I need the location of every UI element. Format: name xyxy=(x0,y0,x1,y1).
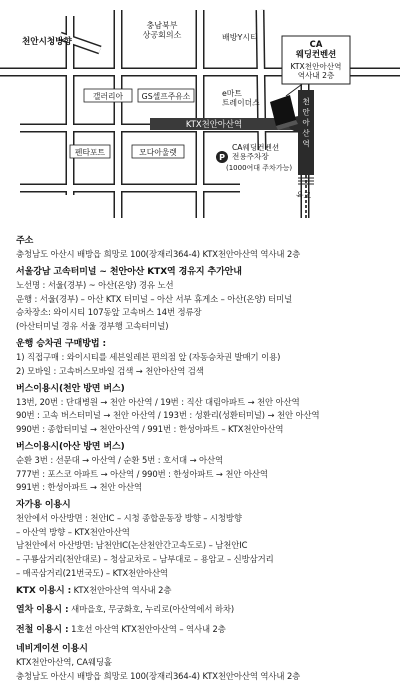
address-heading: 주소 xyxy=(16,236,34,246)
bus-terminal-line: 승차장소: 와이시티 107동앞 고속버스 14번 정류장 xyxy=(16,307,202,318)
map-label-chamber: 충남북부 상공회의소 xyxy=(142,21,182,40)
map-label-baemang: 배방Y시티 xyxy=(222,33,258,42)
directions-info xyxy=(16,234,388,687)
car-line: 남천안에서 아산방면: 남천안IC(논산천안간고속도로) – 남천안IC xyxy=(16,540,248,551)
map-label-parking: CA웨딩컨벤션 전용주차장 xyxy=(232,143,280,162)
car-line: – 구룡삼거리(천안대로) – 청삼교차로 – 남부대로 – 용암교 – 신방삼거리 xyxy=(16,554,274,564)
bus-terminal-line: (아산터미널 경유 서울 경부행 고속터미널) xyxy=(16,320,169,331)
car-heading: 자가용 이용시 xyxy=(16,500,71,511)
ktx-text: KTX천안아산역 역사내 2층 xyxy=(73,584,172,595)
bus-asan-section xyxy=(16,440,388,495)
ticket-section xyxy=(16,337,388,378)
address-section xyxy=(16,234,388,262)
subway-label: 전철 이용시 : xyxy=(16,624,69,635)
ktx-row xyxy=(16,584,388,599)
navi-section xyxy=(16,642,388,683)
bus-asan-line: 991번 : 한성아파트 → 천안 아산역 xyxy=(16,482,143,493)
ktx-label: KTX 이용시 : xyxy=(16,585,72,596)
map-label-station: KTX천안아산역 xyxy=(185,119,243,129)
bus-cheonan-line: 13번, 20번 : 단대병원 → 천안 아산역 / 19번 : 직산 대림아파트 → 천안 아산역 xyxy=(16,396,300,407)
bus-cheonan-heading: 버스이용시(천안 방면 버스) xyxy=(16,383,125,394)
parking-symbol: P xyxy=(219,153,225,162)
bus-terminal-section xyxy=(16,265,388,333)
train-row xyxy=(16,603,388,618)
bus-terminal-heading: 서울강남 고속터미널 ~ 천안아산 KTX역 경유지 추가안내 xyxy=(16,267,242,278)
map-label-penta: 펜타포트 xyxy=(74,148,106,157)
map-label-center-title: CA 웨딩컨벤션 xyxy=(295,39,337,60)
map-label-emart: e마트 트레이더스 xyxy=(222,89,260,108)
train-label: 열차 이용시 : xyxy=(16,605,69,616)
address-line: 충청남도 아산시 배방읍 희망로 100(장재리364-4) KTX천안아산역 역사내 2층 xyxy=(16,249,301,259)
navi-line: KTX천안아산역, CA웨딩홀 xyxy=(16,657,112,668)
car-section xyxy=(16,498,388,580)
map-label-yukgyo: 육교 xyxy=(296,191,312,200)
bus-asan-line: 순환 3번 : 선문대 → 아산역 / 순환 5번 : 호서대 → 아산역 xyxy=(16,454,224,465)
parking-icon xyxy=(216,151,228,163)
ticket-line: 2) 모바일 : 고속버스모바일 검색 → 천안아산역 검색 xyxy=(16,365,204,376)
bus-cheonan-section xyxy=(16,382,388,437)
map-label-gs: GS셀프주유소 xyxy=(141,92,191,101)
map-label-parking-note: (1000여대 주차가능) xyxy=(226,164,293,172)
navi-heading: 네비게이션 이용시 xyxy=(16,644,88,655)
navi-line: 충청남도 아산시 배방읍 희망로 100(장재리364-4) KTX천안아산역 역사내 2층 xyxy=(16,671,301,682)
map-label-modern: 모다아울렛 xyxy=(139,148,177,157)
subway-row xyxy=(16,623,388,638)
bus-cheonan-line: 990번 : 종합터미널 → 천안아산역 / 991번 : 한성아파트 – KTX천안아산역 xyxy=(16,423,284,434)
bus-terminal-line: 운행 : 서울(경부) – 아산 KTX 터미널 – 아산 서부 휴게소 – 아산(온양) 터미널 xyxy=(16,293,293,304)
map-label-center-addr: KTX천안아산역 역사내 2층 xyxy=(290,62,342,81)
ticket-line: 1) 직접구매 : 와이시티를 세븐일레븐 편의점 앞 (자동승차권 발매기 이용) xyxy=(16,351,281,362)
ticket-heading: 운행 승차권 구매방법 : xyxy=(16,338,106,349)
car-line: – 아산역 방향 – KTX천안아산역 xyxy=(16,526,130,537)
map-label-vertical-station: 천 안 아 산 역 xyxy=(302,97,310,148)
subway-text: 1호선 아산역 KTX천안아산역 – 역사내 2층 xyxy=(71,623,226,634)
car-line: – 매곡삼거리(21번국도) – KTX천안아산역 xyxy=(16,567,168,578)
bus-terminal-line: 노선명 : 서울(경부) ~ 아산(온양) 경유 노선 xyxy=(16,280,174,291)
map-label-gallery: 갤러리아 xyxy=(92,92,124,101)
map-label-cityhall: 천안시청방향 xyxy=(22,37,72,47)
car-line: 천안에서 아산방면 : 천안IC – 시청 종합운동장 방향 – 시청방향 xyxy=(16,513,242,524)
train-text: 새마을호, 무궁화호, 누리로(아산역에서 하차) xyxy=(71,604,235,615)
bus-asan-line: 777번 : 포스코 아파트 → 아산역 / 990번 : 한성아파트 → 천안 아산역 xyxy=(16,468,268,479)
bus-cheonan-line: 90번 : 고속 버스터미널 → 천안 아산역 / 193번 : 성환리(성환터미널) → 천안 아산역 xyxy=(16,410,320,421)
location-map xyxy=(0,0,400,220)
bus-asan-heading: 버스이용시(아산 방면 버스) xyxy=(16,441,125,452)
